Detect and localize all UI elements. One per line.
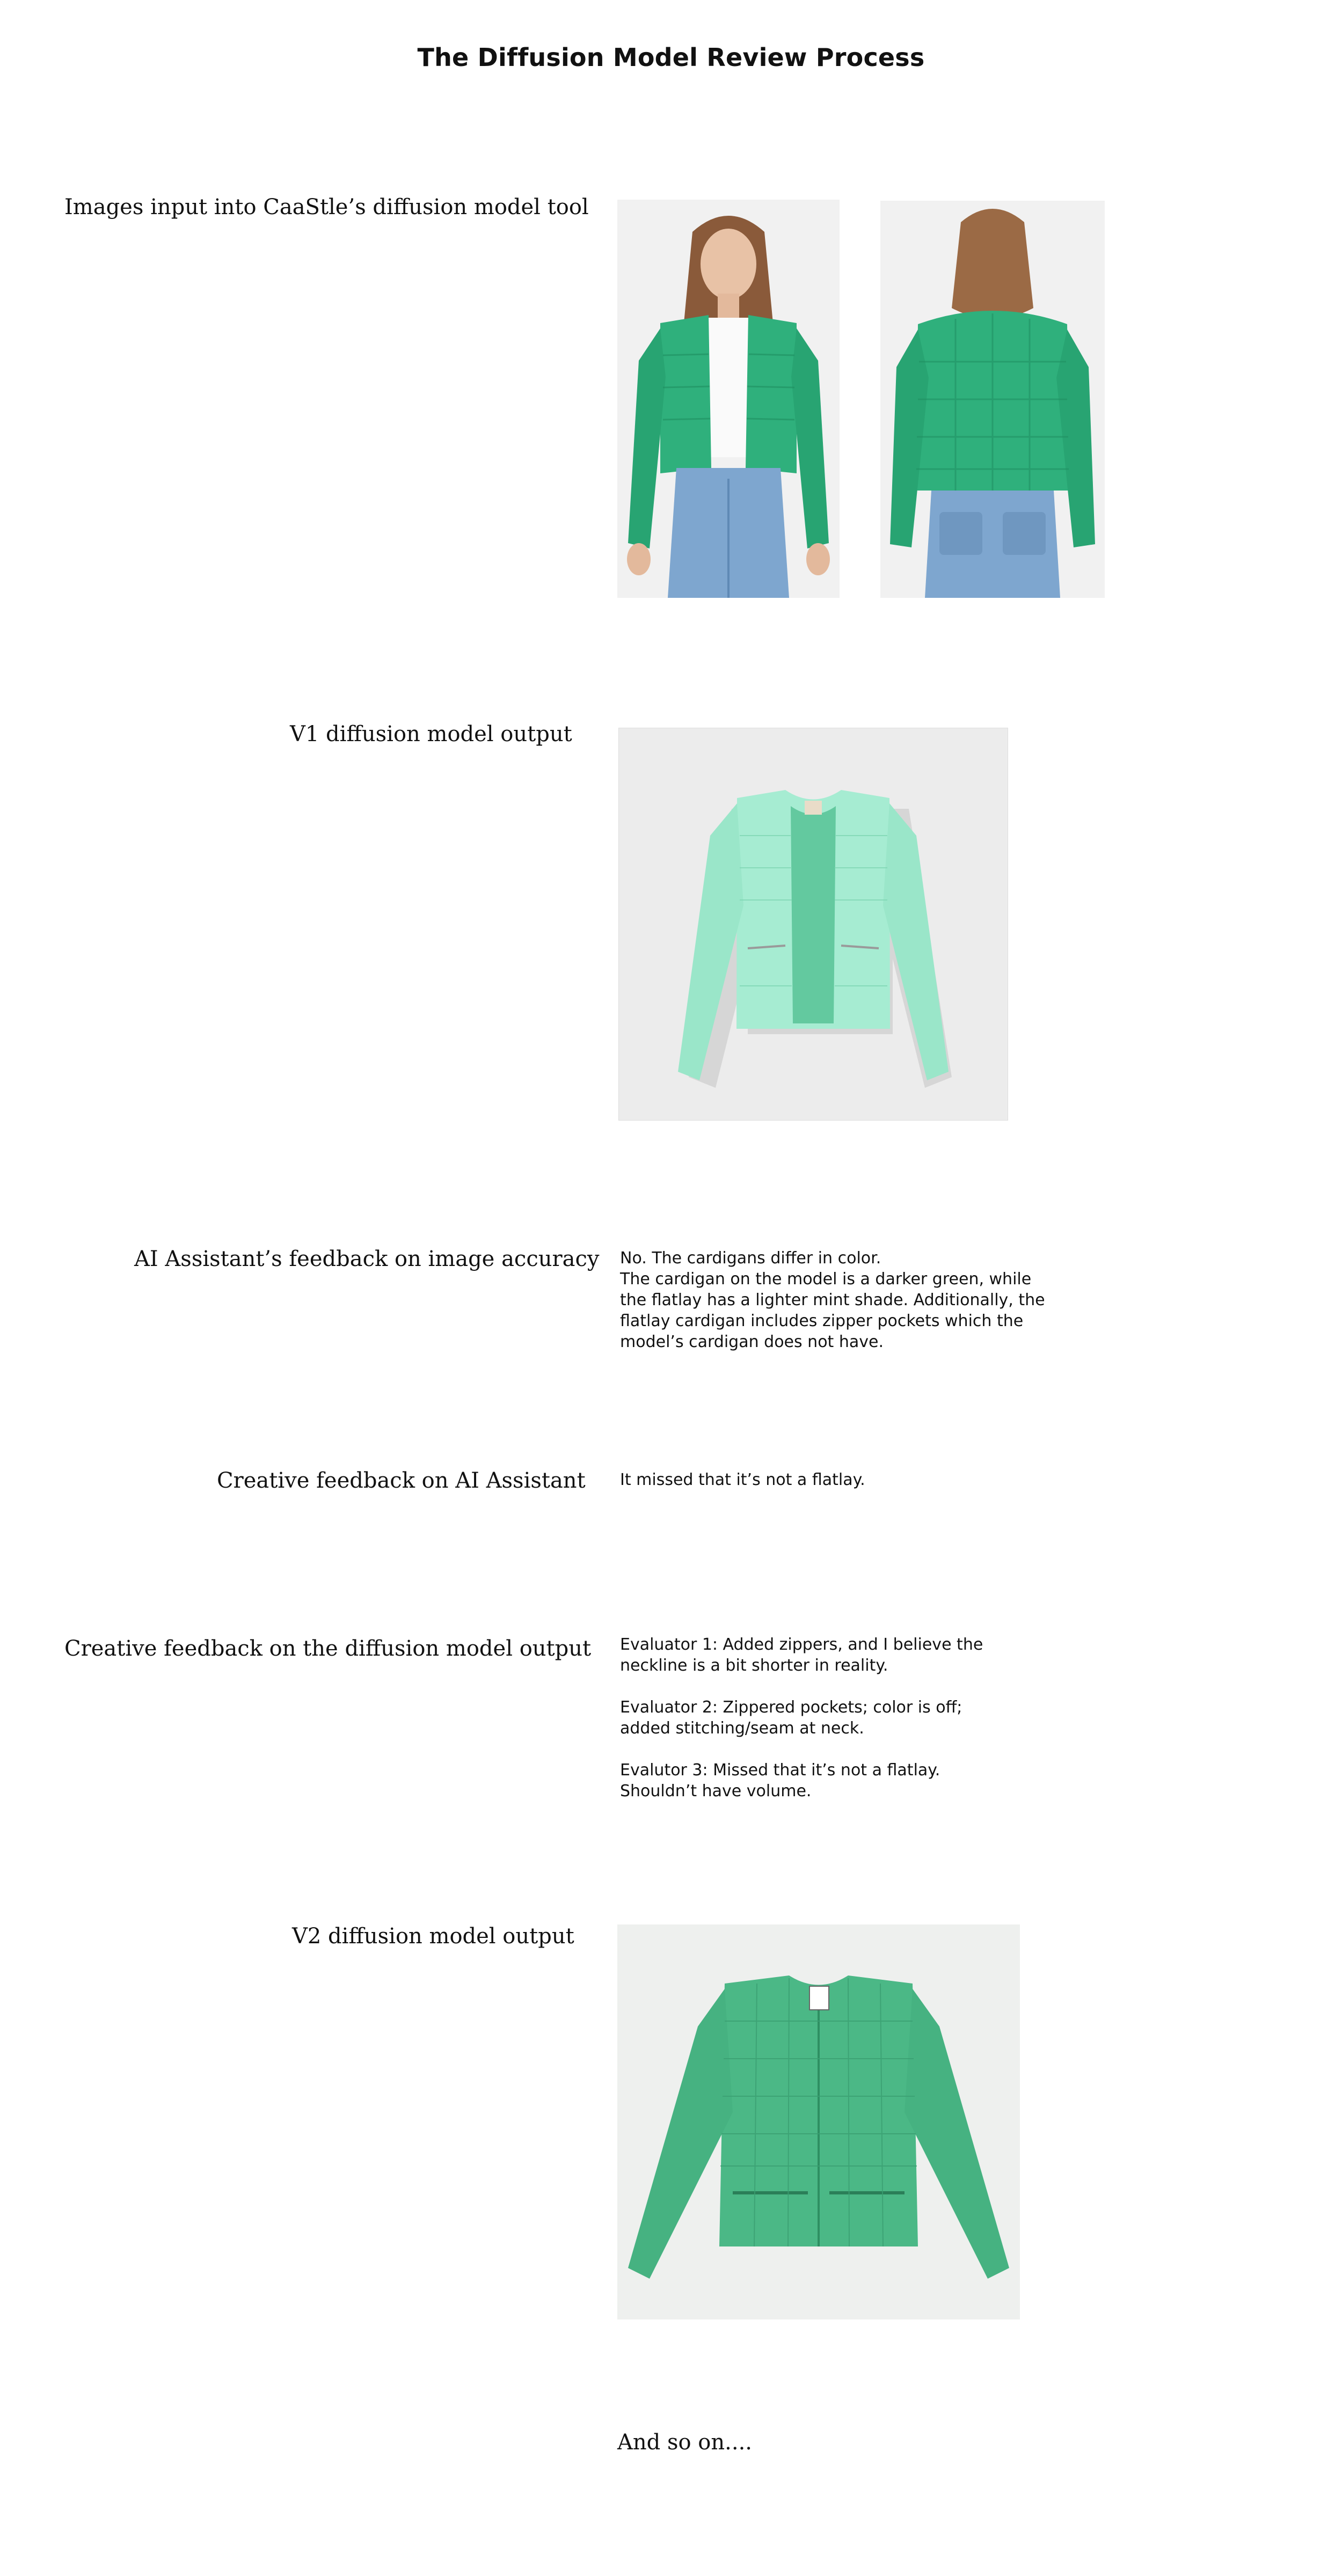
model-back-photo xyxy=(880,201,1105,598)
assistant-feedback-line: flatlay cardigan includes zipper pockets which the xyxy=(620,1312,1024,1330)
v1-output-label: V1 diffusion model output xyxy=(290,722,572,747)
assistant-feedback-line: The cardigan on the model is a darker green, while xyxy=(620,1270,1032,1289)
evaluator-3-line: Evalutor 3: Missed that it’s not a flatlay. xyxy=(620,1761,940,1780)
creative-diffusion-feedback-label: Creative feedback on the diffusion model output xyxy=(64,1636,592,1661)
v2-output-label: V2 diffusion model output xyxy=(292,1924,574,1949)
evaluator-2-line: added stitching/seam at neck. xyxy=(620,1719,864,1738)
assistant-feedback-label: AI Assistant’s feedback on image accuracy xyxy=(134,1247,600,1271)
creative-ai-feedback-text xyxy=(620,1469,1060,1490)
evaluator-2-line: Evaluator 2: Zippered pockets; color is off; xyxy=(620,1698,962,1717)
v2-flatlay-photo xyxy=(617,1924,1020,2319)
assistant-feedback-text xyxy=(620,1248,1060,1352)
creative-ai-feedback-label: Creative feedback on AI Assistant xyxy=(217,1468,586,1493)
page-title: The Diffusion Model Review Process xyxy=(417,43,925,72)
evaluator-1-line: neckline is a bit shorter in reality. xyxy=(620,1656,888,1675)
v1-flatlay-photo xyxy=(618,728,1008,1121)
creative-ai-feedback-line: It missed that it’s not a flatlay. xyxy=(620,1470,865,1489)
creative-diffusion-feedback-text xyxy=(620,1634,1060,1802)
evaluator-1-line: Evaluator 1: Added zippers, and I believe the xyxy=(620,1635,983,1654)
assistant-feedback-line: model’s cardigan does not have. xyxy=(620,1333,884,1351)
assistant-feedback-line: No. The cardigans differ in color. xyxy=(620,1249,881,1268)
footer-text: And so on.... xyxy=(617,2430,752,2455)
input-images-label: Images input into CaaStle’s diffusion model tool xyxy=(64,195,589,219)
assistant-feedback-line: the flatlay has a lighter mint shade. Additionally, the xyxy=(620,1291,1045,1309)
evaluator-3-line: Shouldn’t have volume. xyxy=(620,1782,812,1801)
model-front-photo xyxy=(617,200,840,598)
